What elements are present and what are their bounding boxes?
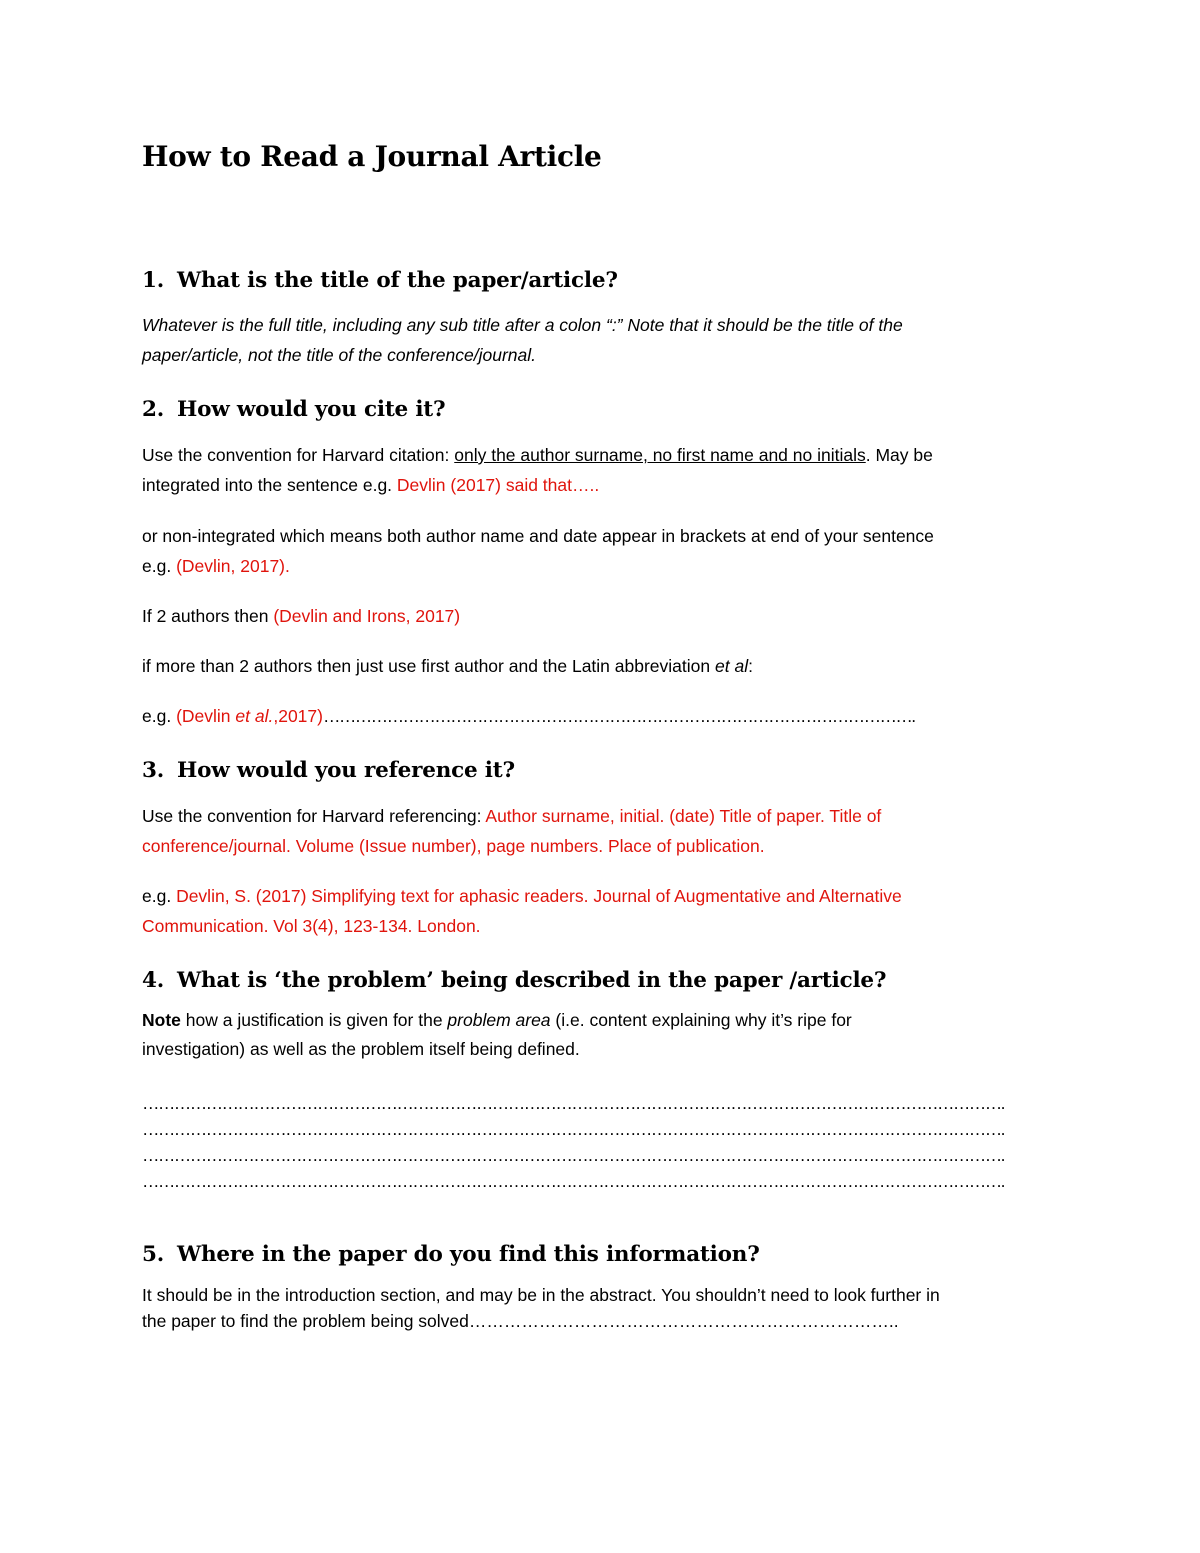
question-2-heading	[142, 397, 445, 422]
answer-dot-line: ……………………………………………………………………………………………………………………………………………….	[142, 1171, 1004, 1191]
q3-paragraph-2-cont: Communication. Vol 3(4), 123-134. London.	[142, 916, 481, 936]
document-title: How to Read a Journal Article	[142, 140, 602, 173]
example-citation: (Devlin and Irons, 2017)	[273, 606, 461, 626]
text-run: integrated into the sentence e.g.	[142, 475, 397, 495]
question-text: How would you cite it?	[177, 397, 446, 422]
fill-in-dots: ………………………………………………………………………………………………….	[322, 706, 915, 726]
q3-paragraph-2	[142, 881, 902, 911]
q2-paragraph-2-cont	[142, 551, 290, 581]
question-5-heading	[142, 1242, 760, 1267]
text-run: e.g.	[142, 886, 177, 906]
question-number: 4.	[142, 968, 165, 993]
text-run: . May be	[865, 445, 933, 465]
question-text: What is the title of the paper/article?	[177, 268, 618, 293]
example-citation: (Devlin, 2017).	[176, 556, 290, 576]
text-run: if more than 2 authors then just use first author and the Latin abbreviation	[142, 656, 715, 676]
q3-paragraph-1	[142, 801, 881, 831]
example-citation-italic: et al.	[235, 706, 274, 726]
text-run: :	[748, 656, 753, 676]
question-number: 5.	[142, 1242, 165, 1267]
italic-text: et al	[715, 656, 749, 676]
question-number: 1.	[142, 268, 165, 293]
q4-answer-lines	[142, 1090, 1004, 1194]
answer-dot-line: ……………………………………………………………………………………………………………………………………………….	[142, 1119, 1004, 1139]
q4-paragraph-1-cont: investigation) as well as the problem itself being defined.	[142, 1039, 580, 1059]
question-1-heading	[142, 268, 618, 293]
reference-format: Author surname, initial. (date) Title of paper. Title of	[485, 806, 882, 826]
q1-note-line-2: paper/article, not the title of the conference/journal.	[142, 345, 536, 365]
q2-paragraph-1-cont	[142, 470, 599, 500]
italic-text: problem area	[447, 1010, 551, 1030]
question-number: 3.	[142, 758, 165, 783]
q4-paragraph-1	[142, 1005, 852, 1035]
example-reference: Devlin, S. (2017) Simplifying text for aphasic readers. Journal of Augmentative and Alternative	[176, 886, 902, 906]
question-4-heading	[142, 968, 886, 993]
q2-paragraph-4	[142, 651, 753, 681]
example-citation: ,2017)	[273, 706, 323, 726]
text-run: e.g.	[142, 706, 177, 726]
answer-dot-line: ……………………………………………………………………………………………………………………………………………….	[142, 1145, 1004, 1165]
q2-paragraph-3	[142, 601, 460, 631]
text-run: e.g.	[142, 556, 177, 576]
q2-paragraph-1	[142, 440, 933, 470]
text-run: Use the convention for Harvard referencing:	[142, 806, 486, 826]
question-number: 2.	[142, 397, 165, 422]
question-text: What is ‘the problem’ being described in the paper /article?	[177, 968, 887, 993]
question-text: Where in the paper do you find this information?	[177, 1242, 760, 1267]
q1-note-line-1: Whatever is the full title, including any sub title after a colon “:” Note that it should be the title of the	[142, 315, 903, 335]
text-run: (i.e. content explaining why it’s ripe for	[550, 1010, 852, 1030]
text-run: how a justification is given for the	[180, 1010, 448, 1030]
text-run: If 2 authors then	[142, 606, 274, 626]
q5-paragraph-1: It should be in the introduction section, and may be in the abstract. You shouldn’t need to look further in	[142, 1285, 940, 1305]
bold-text: Note	[142, 1010, 181, 1030]
example-citation: (Devlin	[176, 706, 236, 726]
q5-paragraph-1-cont: the paper to find the problem being solved………………………………………………………………..	[142, 1311, 899, 1331]
answer-dot-line: ……………………………………………………………………………………………………………………………………………….	[142, 1093, 1004, 1113]
q3-paragraph-1-cont: conference/journal. Volume (Issue number), page numbers. Place of publication.	[142, 836, 765, 856]
q2-paragraph-2: or non-integrated which means both author name and date appear in brackets at end of your sentence	[142, 526, 934, 546]
question-text: How would you reference it?	[177, 758, 515, 783]
q2-paragraph-5	[142, 701, 915, 731]
question-3-heading	[142, 758, 515, 783]
example-citation: Devlin (2017) said that…..	[396, 475, 600, 495]
underlined-text: only the author surname, no first name and no initials	[454, 445, 866, 465]
text-run: Use the convention for Harvard citation:	[142, 445, 455, 465]
